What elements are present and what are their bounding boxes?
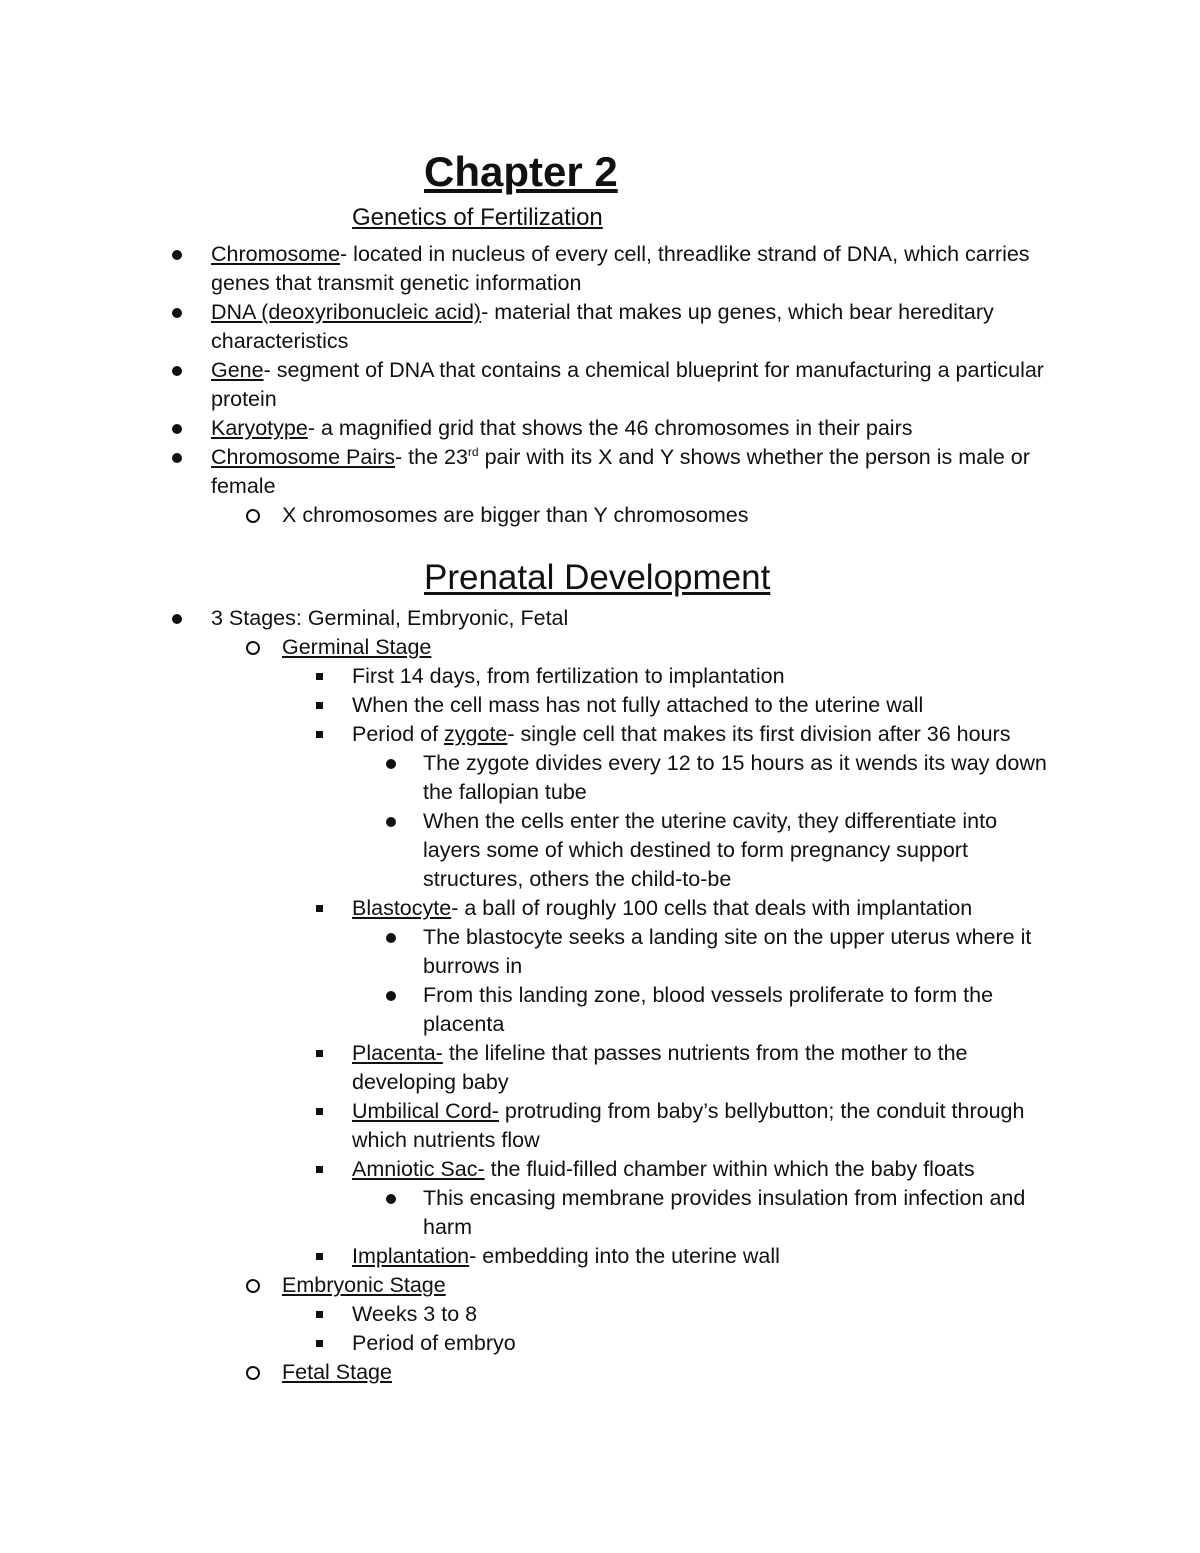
list-item	[0, 1271, 1200, 1300]
list-item	[0, 1329, 1200, 1358]
item-text-cont: harm	[423, 1215, 472, 1239]
list-item	[0, 356, 1200, 414]
square-bullet-icon	[316, 1050, 323, 1057]
definition-cont: genes that transmit genetic information	[211, 271, 582, 295]
definition: - the 23	[395, 445, 468, 469]
term: Umbilical Cord-	[352, 1099, 499, 1123]
item-text: Period of embryo	[352, 1331, 516, 1355]
circle-bullet-icon	[246, 1279, 260, 1293]
term: zygote	[444, 722, 508, 746]
circle-bullet-icon	[246, 641, 260, 655]
square-bullet-icon	[316, 1311, 323, 1318]
page-title: Chapter 2	[424, 148, 618, 195]
item-text: First 14 days, from fertilization to implantation	[352, 664, 785, 688]
item-text-cont: the fallopian tube	[423, 780, 587, 804]
bullet-icon	[386, 933, 396, 943]
definition: - embedding into the uterine wall	[469, 1244, 780, 1268]
term: Gene	[211, 358, 264, 382]
list-item	[0, 807, 1200, 894]
item-text: The zygote divides every 12 to 15 hours as it wends its way down	[423, 751, 1047, 775]
bullet-icon	[386, 759, 396, 769]
section-heading: Prenatal Development	[424, 558, 771, 597]
list-item	[0, 1358, 1200, 1387]
circle-bullet-icon	[246, 509, 260, 523]
section-subtitle: Genetics of Fertilization	[352, 204, 603, 231]
item-text: From this landing zone, blood vessels proliferate to form the	[423, 983, 994, 1007]
bullet-icon	[386, 1194, 396, 1204]
term: Placenta-	[352, 1041, 443, 1065]
stage-label: Fetal Stage	[282, 1360, 392, 1384]
square-bullet-icon	[316, 1340, 323, 1347]
square-bullet-icon	[316, 1166, 323, 1173]
definition-rest: pair with its X and Y shows whether the person is male or	[478, 445, 1030, 469]
list-item	[0, 633, 1200, 662]
list-item	[0, 1039, 1200, 1097]
definition: - material that makes up genes, which bear hereditary	[481, 300, 994, 324]
prenatal-list	[0, 604, 1200, 1387]
square-bullet-icon	[316, 731, 323, 738]
list-item	[0, 1155, 1200, 1184]
item-text-cont: burrows in	[423, 954, 523, 978]
definition: - segment of DNA that contains a chemical blueprint for manufacturing a particular	[263, 358, 1044, 382]
definition: the fluid-filled chamber within which the baby floats	[484, 1157, 975, 1181]
bullet-icon	[172, 250, 182, 260]
list-item	[0, 1184, 1200, 1242]
list-item	[0, 923, 1200, 981]
list-item	[0, 1300, 1200, 1329]
item-text: Period of	[352, 722, 445, 746]
stage-label: Embryonic Stage	[282, 1273, 446, 1297]
bullet-icon	[386, 817, 396, 827]
bullet-icon	[172, 366, 182, 376]
item-text: X chromosomes are bigger than Y chromosomes	[282, 503, 749, 527]
list-item	[0, 501, 1200, 530]
definition-cont: characteristics	[211, 329, 349, 353]
circle-bullet-icon	[246, 1366, 260, 1380]
superscript: rd	[467, 444, 479, 459]
term: DNA (deoxyribonucleic acid)	[211, 300, 482, 324]
item-text: Weeks 3 to 8	[352, 1302, 478, 1326]
list-item	[0, 443, 1200, 501]
item-text: When the cells enter the uterine cavity, they differentiate into	[423, 809, 998, 833]
term: Blastocyte	[352, 896, 452, 920]
square-bullet-icon	[316, 1108, 323, 1115]
bullet-icon	[172, 614, 182, 624]
definition-cont: which nutrients flow	[352, 1128, 540, 1152]
list-item	[0, 414, 1200, 443]
square-bullet-icon	[316, 905, 323, 912]
term: Chromosome	[211, 242, 341, 266]
definition: protruding from baby’s bellybutton; the conduit through	[498, 1099, 1025, 1123]
item-text-cont: placenta	[423, 1012, 505, 1036]
list-item	[0, 1242, 1200, 1271]
list-item	[0, 1097, 1200, 1155]
stage-label: Germinal Stage	[282, 635, 432, 659]
bullet-icon	[386, 991, 396, 1001]
term: Implantation	[352, 1244, 470, 1268]
list-item	[0, 691, 1200, 720]
list-item	[0, 894, 1200, 923]
term: Karyotype	[211, 416, 308, 440]
list-item	[0, 720, 1200, 749]
definition: - a ball of roughly 100 cells that deals with implantation	[451, 896, 973, 920]
item-text-cont: structures, others the child-to-be	[423, 867, 732, 891]
definition: - a magnified grid that shows the 46 chromosomes in their pairs	[307, 416, 913, 440]
term: Amniotic Sac-	[352, 1157, 485, 1181]
item-text: When the cell mass has not fully attached to the uterine wall	[352, 693, 924, 717]
item-text: This encasing membrane provides insulation from infection and	[423, 1186, 1026, 1210]
list-item	[0, 240, 1200, 298]
definition: - single cell that makes its first division after 36 hours	[507, 722, 1011, 746]
list-item	[0, 749, 1200, 807]
list-item	[0, 298, 1200, 356]
square-bullet-icon	[316, 702, 323, 709]
bullet-icon	[172, 424, 182, 434]
list-item	[0, 981, 1200, 1039]
genetics-list	[0, 240, 1200, 530]
item-text-cont: layers some of which destined to form pregnancy support	[423, 838, 968, 862]
definition-cont: female	[211, 474, 276, 498]
definition-cont: protein	[211, 387, 277, 411]
list-item	[0, 662, 1200, 691]
square-bullet-icon	[316, 1253, 323, 1260]
definition: - located in nucleus of every cell, threadlike strand of DNA, which carries	[340, 242, 1030, 266]
term: Chromosome Pairs	[211, 445, 395, 469]
bullet-icon	[172, 308, 182, 318]
item-text: 3 Stages: Germinal, Embryonic, Fetal	[211, 606, 569, 630]
square-bullet-icon	[316, 673, 323, 680]
definition: the lifeline that passes nutrients from the mother to the	[442, 1041, 968, 1065]
definition-cont: developing baby	[352, 1070, 509, 1094]
bullet-icon	[172, 453, 182, 463]
list-item	[0, 604, 1200, 633]
item-text: The blastocyte seeks a landing site on the upper uterus where it	[423, 925, 1032, 949]
